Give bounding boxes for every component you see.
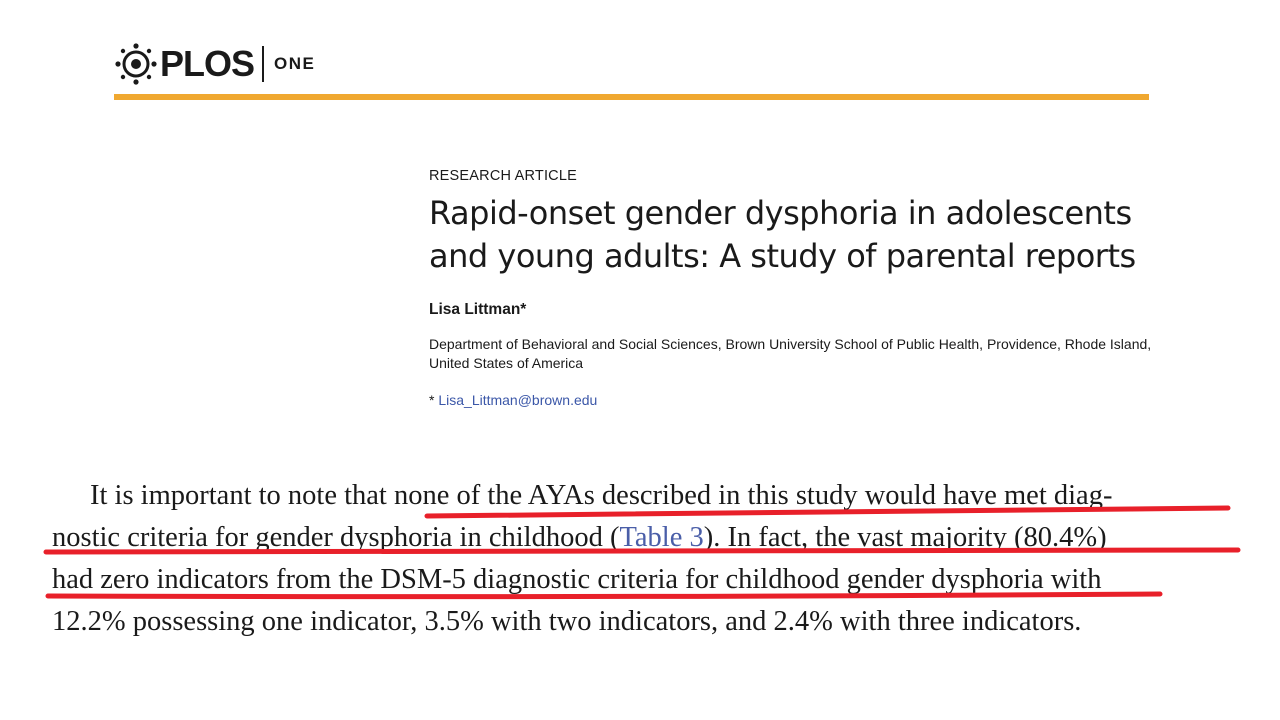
excerpt-line-1-start: It is important to note that <box>90 480 394 511</box>
excerpt-line-2-start: nostic criteria for gender dysphoria in childhood ( <box>52 522 620 553</box>
header-accent-rule <box>114 94 1149 100</box>
article-head <box>429 168 1169 408</box>
excerpt-line-2 <box>52 517 1252 559</box>
author-affiliation: Department of Behavioral and Social Sciences, Brown University School of Public Health, Providence, Rhode Island, United States of America <box>429 336 1152 371</box>
article-title-line-1: Rapid-onset gender dysphoria in adolescents <box>429 194 1132 232</box>
excerpt-line-1-underlined: none of the AYAs described in this study would have met diag- <box>393 480 1113 511</box>
article-title-line-2: and young adults: A study of parental reports <box>429 237 1136 275</box>
excerpt-line-3 <box>52 559 1252 601</box>
highlighted-excerpt <box>52 475 1252 643</box>
logo-divider <box>262 46 264 82</box>
plos-logo-icon <box>114 42 158 86</box>
table-3-link[interactable]: Table 3 <box>619 522 704 553</box>
excerpt-line-2-end: ). In fact, the vast majority (80.4%) <box>703 522 1107 553</box>
journal-header <box>114 40 1149 102</box>
excerpt-line-4: 12.2% possessing one indicator, 3.5% with two indicators, and 2.4% with three indicators. <box>52 606 1082 637</box>
excerpt-line-3-underlined: had zero indicators from the DSM-5 diagnostic criteria for childhood gender dysphoria <box>52 564 1044 595</box>
correspondence-mark: * <box>429 392 439 408</box>
author-name: Lisa Littman* <box>429 301 527 318</box>
plos-one-logo[interactable] <box>114 42 315 86</box>
article-title <box>429 192 1169 278</box>
logo-plos-text: PLOS <box>160 43 255 84</box>
correspondence <box>429 392 1169 408</box>
article-type: RESEARCH ARTICLE <box>429 168 577 184</box>
excerpt-line-1 <box>52 475 1252 517</box>
excerpt-line-3-end: with <box>1043 564 1102 595</box>
author-email-link[interactable]: Lisa_Littman@brown.edu <box>438 392 598 408</box>
logo-one-text: ONE <box>274 54 316 73</box>
